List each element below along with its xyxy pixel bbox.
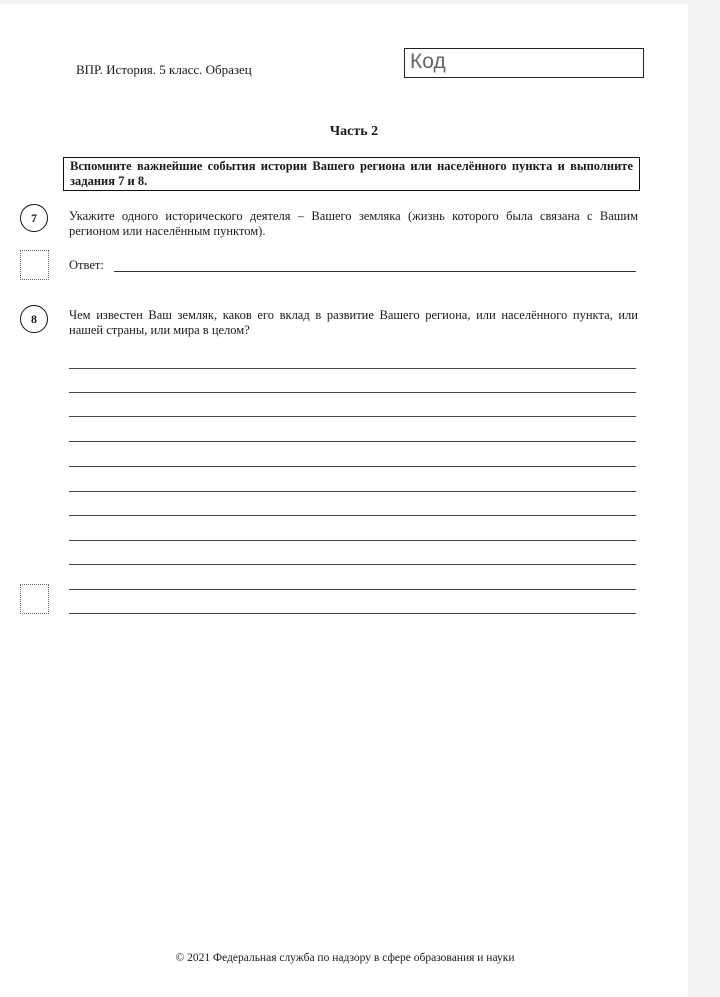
task-8-answer-line[interactable] <box>69 441 636 442</box>
task-8-answer-line[interactable] <box>69 613 636 614</box>
part-title: Часть 2 <box>329 124 379 139</box>
task-8-answer-line[interactable] <box>69 491 636 492</box>
task-8-score-box <box>20 584 49 614</box>
code-field[interactable] <box>404 48 644 78</box>
task-8-answer-line[interactable] <box>69 392 636 393</box>
worksheet-page <box>0 4 688 997</box>
task-8-answer-line[interactable] <box>69 416 636 417</box>
task-7-answer-line[interactable] <box>114 271 636 272</box>
task-8-text: Чем известен Ваш земляк, каков его вклад в развитие Вашего региона, или населённого пункта, или нашей страны, или мира в целом? <box>69 308 638 337</box>
task-7-score-box <box>20 250 49 280</box>
task-7-answer-label: Ответ: <box>69 258 104 272</box>
document-header-title: ВПР. История. 5 класс. Образец <box>76 62 252 77</box>
instruction-box: Вспомните важнейшие события истории Вашего региона или населённого пункта и выполните задания 7 и 8. <box>63 157 640 191</box>
task-8-answer-line[interactable] <box>69 564 636 565</box>
code-label: Код <box>410 50 446 73</box>
task-8-answer-line[interactable] <box>69 540 636 541</box>
copyright-footer: © 2021 Федеральная служба по надзору в сфере образования и науки <box>175 952 515 964</box>
task-8-answer-line[interactable] <box>69 466 636 467</box>
task-7-number: 7 <box>20 204 48 232</box>
task-8-answer-line[interactable] <box>69 515 636 516</box>
task-8-number: 8 <box>20 305 48 333</box>
task-8-answer-line[interactable] <box>69 589 636 590</box>
task-7-text: Укажите одного исторического деятеля – Вашего земляка (жизнь которого была связана с Вашим регионом или населённым пунктом). <box>69 209 638 238</box>
task-8-answer-line[interactable] <box>69 368 636 369</box>
